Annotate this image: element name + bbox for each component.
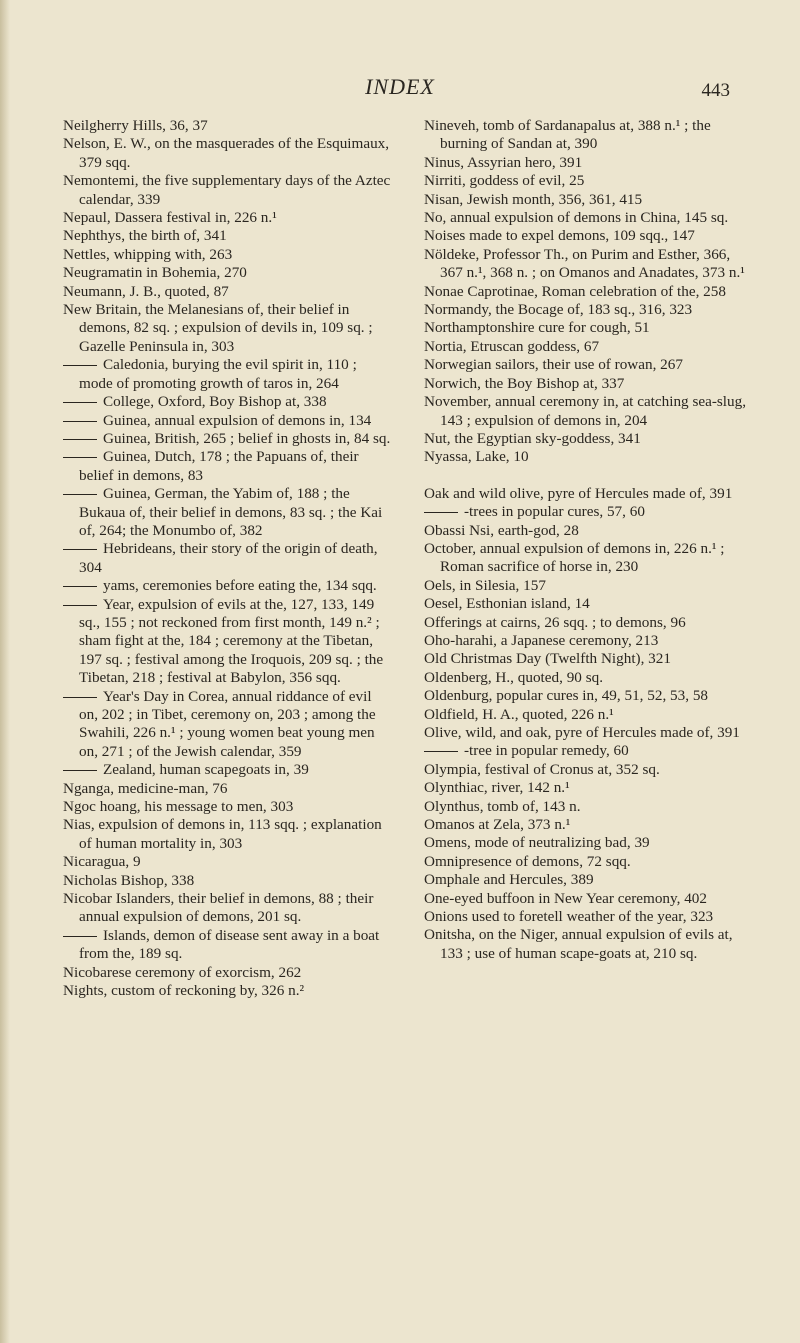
index-entry	[424, 393, 754, 430]
index-entry-text: Nöldeke, Professor Th., on Purim and Esther, 366, 367 n.¹, 368 n. ; on Omanos and Anadates, 373 n.¹	[424, 245, 745, 282]
ditto-dash	[424, 751, 458, 752]
index-entry-text: Oldenberg, H., quoted, 90 sq.	[424, 668, 603, 686]
index-entry	[424, 540, 754, 577]
index-entry-text: -tree in popular remedy, 60	[464, 742, 629, 760]
index-entry	[63, 246, 393, 264]
index-entry-text: College, Oxford, Boy Bishop at, 338	[103, 393, 327, 411]
index-entry	[424, 430, 754, 448]
index-entry-text: Nias, expulsion of demons in, 113 sqq. ; explanation of human mortality in, 303	[63, 816, 382, 852]
index-entry-text: Guinea, German, the Yabim of, 188 ; the Bukaua of, their belief in demons, 83 sq. ; the Kai of, 264; the Monumbo of, 382	[79, 485, 383, 539]
index-entry-text: Ngoc hoang, his message to men, 303	[63, 798, 294, 816]
index-entry-text: No, annual expulsion of demons in China, 145 sq.	[424, 209, 729, 227]
index-entry-text: Nepaul, Dassera festival in, 226 n.¹	[63, 209, 277, 227]
index-entry	[424, 227, 754, 245]
index-entry-text: Year's Day in Corea, annual riddance of evil on, 202 ; in Tibet, ceremony on, 203 ; among the Swahili, 226 n.¹ ; young women beat young men on, 271 ; of the Jewish calendar, 359	[79, 687, 376, 760]
index-entry-text: Nemontemi, the five supplementary days of the Aztec calendar, 339	[63, 172, 391, 208]
index-entry	[424, 356, 754, 374]
section-gap	[424, 467, 754, 485]
index-entry	[424, 871, 754, 889]
index-entry	[63, 172, 393, 209]
index-entry-text: Offerings at cairns, 26 sqq. ; to demons, 96	[424, 613, 686, 631]
index-entry-text: Omens, mode of neutralizing bad, 39	[424, 834, 650, 852]
index-entry	[63, 982, 393, 1000]
index-entry-text: Oak and wild olive, pyre of Hercules made of, 391	[424, 484, 733, 502]
index-entry-text: Nut, the Egyptian sky-goddess, 341	[424, 429, 641, 447]
index-entry-text: November, annual ceremony in, at catching sea-slug, 143 ; expulsion of demons in, 204	[424, 393, 747, 429]
index-entry	[63, 798, 393, 816]
index-entry	[63, 283, 393, 301]
ditto-dash	[424, 512, 458, 513]
index-entry	[424, 503, 754, 521]
index-entry-text: Hebrideans, their story of the origin of death, 304	[79, 540, 378, 576]
ditto-dash	[63, 770, 97, 771]
index-entry-text: Olive, wild, and oak, pyre of Hercules made of, 391	[424, 724, 740, 741]
index-column-left	[63, 117, 393, 1001]
index-entry	[424, 779, 754, 797]
index-entry	[63, 209, 393, 227]
index-entry-text: Old Christmas Day (Twelfth Night), 321	[424, 650, 671, 668]
ditto-dash	[63, 586, 97, 587]
index-entry-text: One-eyed buffoon in New Year ceremony, 402	[424, 889, 707, 907]
index-entry	[424, 834, 754, 852]
index-entry	[424, 853, 754, 871]
index-entry	[424, 632, 754, 650]
index-entry-text: Nicaragua, 9	[63, 853, 141, 871]
index-entry-text: Oesel, Esthonian island, 14	[424, 595, 590, 613]
index-entry	[63, 853, 393, 871]
index-entry	[63, 596, 393, 688]
index-entry-text: Year, expulsion of evils at the, 127, 133, 149 sq., 155 ; not reckoned from first month, 149 n.² ; sham fight at the, 184 ; ceremony at the Tibetan, 197 sq. ; festival among the Iroquois, 209 sq. ; the Tibetan, 218 ; festival at Babylon, 356 sqq.	[79, 595, 384, 687]
index-entry	[424, 522, 754, 540]
index-entry	[63, 227, 393, 245]
index-entry-text: Oldenburg, popular cures in, 49, 51, 52, 53, 58	[424, 687, 709, 705]
index-entry	[424, 890, 754, 908]
ditto-dash	[63, 494, 97, 495]
index-entry	[424, 246, 754, 283]
index-entry	[424, 191, 754, 209]
index-entry-text: Nyassa, Lake, 10	[424, 448, 529, 466]
index-entry-text: yams, ceremonies before eating the, 134 sqq.	[103, 577, 377, 595]
index-entry	[63, 688, 393, 762]
index-entry-text: Neugramatin in Bohemia, 270	[63, 264, 247, 282]
index-entry-text: Nonae Caprotinae, Roman celebration of the, 258	[424, 282, 726, 300]
index-entry	[63, 412, 393, 430]
index-entry-text: Nisan, Jewish month, 356, 361, 415	[424, 190, 643, 208]
index-entry	[424, 742, 754, 760]
index-entry	[424, 798, 754, 816]
index-entry-text: Nicobar Islanders, their belief in demons, 88 ; their annual expulsion of demons, 201 sq.	[63, 890, 374, 926]
index-entry	[424, 706, 754, 724]
index-entry-text: Northamptonshire cure for cough, 51	[424, 319, 650, 337]
index-entry-text: Neumann, J. B., quoted, 87	[63, 282, 229, 300]
running-title: INDEX	[365, 74, 435, 99]
index-entry	[63, 927, 393, 964]
ditto-dash	[63, 697, 97, 698]
index-entry	[63, 430, 393, 448]
index-entry-text: Normandy, the Bocage of, 183 sq., 316, 323	[424, 301, 693, 319]
index-entry-text: Norwich, the Boy Bishop at, 337	[424, 374, 625, 392]
index-entry	[424, 650, 754, 668]
index-entry	[63, 964, 393, 982]
index-entry-text: Olynthus, tomb of, 143 n.	[424, 797, 581, 815]
ditto-dash	[63, 439, 97, 440]
index-entry	[63, 780, 393, 798]
page-number: 443	[701, 80, 730, 101]
index-entry	[63, 540, 393, 577]
index-entry-text: Obassi Nsi, earth-god, 28	[424, 521, 579, 539]
index-entry	[424, 154, 754, 172]
ditto-dash	[63, 605, 97, 606]
index-entry	[424, 485, 754, 503]
index-entry	[63, 393, 393, 411]
index-entry-text: Islands, demon of disease sent away in a boat from the, 189 sq.	[79, 926, 380, 963]
index-entry	[424, 301, 754, 319]
index-entry-text: Nephthys, the birth of, 341	[63, 227, 227, 245]
index-entry	[424, 761, 754, 779]
page-spine-shadow	[0, 0, 10, 1343]
index-entry-text: Guinea, British, 265 ; belief in ghosts in, 84 sq.	[103, 429, 391, 447]
index-entry	[424, 577, 754, 595]
index-entry-text: Zealand, human scapegoats in, 39	[103, 761, 309, 779]
index-entry	[63, 356, 393, 393]
index-entry-text: Nirriti, goddess of evil, 25	[424, 172, 585, 190]
ditto-dash	[63, 457, 97, 458]
ditto-dash	[63, 402, 97, 403]
index-entry-text: Onitsha, on the Niger, annual expulsion of evils at, 133 ; use of human scape-goats at, 210 sq.	[424, 926, 733, 962]
index-entry	[63, 577, 393, 595]
index-entry-text: Omnipresence of demons, 72 sqq.	[424, 852, 631, 870]
index-entry-text: Olynthiac, river, 142 n.¹	[424, 779, 570, 797]
index-entry-text: Omphale and Hercules, 389	[424, 871, 594, 889]
index-entry-text: Neilgherry Hills, 36, 37	[63, 117, 208, 134]
index-entry-text: Omanos at Zela, 373 n.¹	[424, 816, 571, 834]
index-entry-text: October, annual expulsion of demons in, 226 n.¹ ; Roman sacrifice of horse in, 230	[424, 539, 725, 576]
index-entry	[63, 890, 393, 927]
index-entry	[424, 614, 754, 632]
ditto-dash	[63, 549, 97, 550]
index-entry-text: Nicholas Bishop, 338	[63, 871, 195, 889]
index-entry-text: New Britain, the Melanesians of, their belief in demons, 82 sq. ; expulsion of devils in, 109 sq. ; Gazelle Peninsula in, 303	[63, 301, 373, 355]
index-entry-text: Oels, in Silesia, 157	[424, 576, 546, 594]
index-entry	[63, 816, 393, 853]
index-entry-text: Guinea, Dutch, 178 ; the Papuans of, their belief in demons, 83	[79, 448, 359, 484]
index-entry-text: -trees in popular cures, 57, 60	[464, 503, 645, 521]
index-column-right	[424, 117, 754, 963]
index-entry	[424, 117, 754, 154]
index-entry-text: Guinea, annual expulsion of demons in, 134	[103, 411, 372, 429]
index-entry-text: Onions used to foretell weather of the year, 323	[424, 908, 714, 926]
index-entry	[63, 264, 393, 282]
ditto-dash	[63, 421, 97, 422]
index-entry	[63, 135, 393, 172]
index-entry-text: Norwegian sailors, their use of rowan, 267	[424, 356, 683, 374]
index-entry	[424, 724, 754, 742]
index-entry	[424, 172, 754, 190]
index-entry	[424, 319, 754, 337]
index-entry	[63, 872, 393, 890]
index-entry-text: Ninus, Assyrian hero, 391	[424, 153, 583, 171]
index-entry-text: Nettles, whipping with, 263	[63, 245, 233, 263]
index-entry-text: Oho-harahi, a Japanese ceremony, 213	[424, 631, 659, 649]
index-entry	[424, 595, 754, 613]
index-entry	[424, 669, 754, 687]
index-entry-text: Oldfield, H. A., quoted, 226 n.¹	[424, 705, 614, 723]
index-entry	[424, 908, 754, 926]
index-entry	[424, 283, 754, 301]
index-entry	[424, 375, 754, 393]
index-entry	[424, 687, 754, 705]
ditto-dash	[63, 365, 97, 366]
index-entry-text: Nights, custom of reckoning by, 326 n.²	[63, 982, 305, 1000]
index-entry-text: Nganga, medicine-man, 76	[63, 779, 228, 797]
index-entry-text: Olympia, festival of Cronus at, 352 sq.	[424, 760, 660, 778]
index-entry	[424, 926, 754, 963]
index-entry	[63, 761, 393, 779]
index-entry	[424, 448, 754, 466]
index-entry	[63, 448, 393, 485]
index-entry-text: Nelson, E. W., on the masquerades of the Esquimaux, 379 sqq.	[63, 135, 390, 171]
index-entry	[424, 338, 754, 356]
index-entry	[63, 485, 393, 540]
index-entry	[424, 209, 754, 227]
index-entry	[63, 301, 393, 356]
index-entry-text: Nicobarese ceremony of exorcism, 262	[63, 963, 302, 981]
ditto-dash	[63, 936, 97, 937]
index-entry-text: Nineveh, tomb of Sardanapalus at, 388 n.¹ ; the burning of Sandan at, 390	[424, 117, 711, 153]
index-entry-text: Noises made to expel demons, 109 sqq., 147	[424, 227, 695, 245]
index-entry-text: Caledonia, burying the evil spirit in, 110 ; mode of promoting growth of taros in, 264	[79, 356, 357, 392]
index-entry	[63, 117, 393, 135]
index-entry	[424, 816, 754, 834]
index-entry-text: Nortia, Etruscan goddess, 67	[424, 337, 600, 355]
